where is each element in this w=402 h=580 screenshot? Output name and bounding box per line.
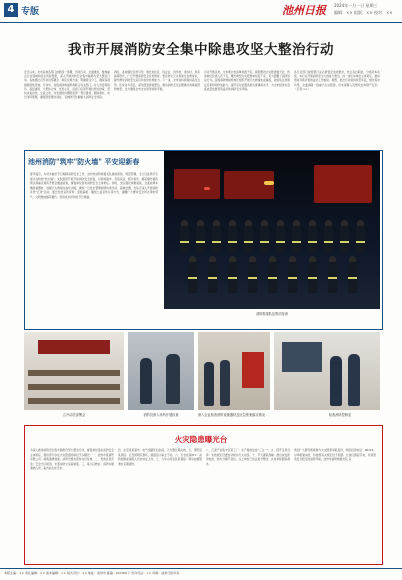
meeting-banner — [38, 340, 110, 354]
page-footer — [0, 568, 402, 580]
photo-control-room — [274, 332, 380, 410]
firefighter — [244, 225, 253, 253]
meeting-table — [28, 398, 120, 404]
truck-light — [264, 181, 274, 185]
notice-col-4: 欢迎广大群众积极参与火灾隐患举报投诉，举报投诉电话：96119。对举报属实的，将按照有关规定给予奖励。让我们携起手来，共同营造安全稳定的消防环境。池州市消防救援支队 宣 — [294, 448, 376, 462]
page-header — [0, 0, 402, 23]
inspector — [330, 356, 342, 406]
firefighter — [196, 225, 205, 253]
meeting-table — [28, 384, 120, 390]
fire-truck-center — [224, 171, 274, 199]
masthead-logo: 池州日报 — [282, 4, 326, 17]
firefighter — [188, 261, 197, 293]
main-photo-caption: 消防救援队伍集结待命 — [256, 312, 288, 316]
photo-meeting — [24, 332, 124, 410]
date-line: 2024年一月一日 星期三 — [334, 3, 378, 8]
firefighter — [292, 225, 301, 253]
article-col-4: 各行业部门按照管行业必须管安全的要求，结合各自职能，分别对本系统、本行业开展消防安全大排查大整治，进一步压实单位主体责任，推动形成齐抓共管的良好工作格局。据悉，此次行动将持续至年底，通过集中攻坚，全面消除一批重大火灾隐患，切实保障人民群众生命财产安全。（记者 ××） — [294, 70, 380, 91]
photo1-caption: 召开动员部署会 — [62, 413, 86, 417]
article-headline: 我市开展消防安全集中除患攻坚大整治行动 — [68, 42, 334, 58]
firefighter — [328, 261, 337, 293]
firefighter — [268, 261, 277, 293]
notice-title: 火灾隐患曝光台 — [174, 435, 228, 444]
firefighter — [248, 261, 257, 293]
inspector — [348, 354, 360, 406]
article-col-2: 同时，各地强化宣传引导，通过进社区、进企业、进学校、进农村、进家庭等形式，广泛开展消防安全宣传教育，普及防火灭火和逃生自救常识，提升群众消防安全意识和自防自救能力。下一步，全市将持续保持高压态势，压实各方责任，深化隐患排查整治，推动消防安全治理模式向事前预防转型，全力确保全市火灾形势持续平稳。 — [114, 70, 200, 91]
truck-light — [204, 187, 210, 190]
footer-text: 本版主编：×× 责任编辑：×× 美术编辑：×× 版式设计：×× 地址：池州市 邮编：247000 广告许可证：×× 印刷：池州日报印务 — [4, 571, 180, 575]
fire-truck-right — [314, 165, 372, 203]
photo4-caption: 检查消防控制室 — [328, 413, 352, 417]
photo3-caption: 深入企业检查消防设施器材及应急预案落实情况 — [198, 413, 265, 417]
firefighter — [260, 225, 269, 253]
page-number: 4 — [4, 3, 18, 17]
section-label: 专版 — [21, 7, 40, 17]
notice-col-1: 为深入推进消防安全集中除患攻坚大整治行动，督促单位落实消防安全主体责任，现将部分存在火灾隐患的单位予以曝光：一、池州市某商贸有限公司：疏散通道堵塞，消防设施未保持完好有效。二、贵池区某宾馆：安全出口锁闭，未落实防火巡查制度。三、某小区物业：消防车通道被占用，室内消火栓无水。 — [30, 448, 114, 471]
photo-facilities — [198, 332, 270, 410]
firefighter — [308, 261, 317, 293]
inspector — [204, 362, 214, 406]
feature-title: 池州消防"筑牢"防火墙" 平安迎新春 — [28, 157, 140, 166]
notice-col-3: 八、江南产业集中区某工厂：生产储存住宿"三合一"。九、经开区某仓库：未按规定设置自动喷水灭火系统。十、平天湖某商铺：擅自改变使用性质，防火分隔不到位。以上单位已依法责令整改，并将持续跟踪督办。 — [206, 448, 290, 466]
article-col-1: 近日以来，全市各地各部门按照统一部署，迅速行动、全面推进，聚焦重点行业领域和突出风险隐患，深入开展消防安全集中除患攻坚大整治行动。各地通过召开动员部署会、制定实施方案、明确责任分工，确保各项措施落地见效。行动中，各级消防救援机构联合有关部门，对人员密集场所、高层建筑、大型综合体、老旧小区、沿街门店等开展拉网式排查，坚持边查边改、立查立改，对发现的问题隐患逐一登记建档、跟踪督办，实行闭环管理，确保隐患整改到位，有效防范化解重大消防安全风险。 — [24, 70, 110, 100]
firefighter — [180, 225, 189, 253]
feature-body: 春节临近，为切实做好节日期间消防安全工作，池州市消防救援支队提前谋划、周密部署，全力以赴筑牢冬春火灾防控"防火墙"。支队组织开展节前消防安全检查，对商场超市、宾馆饭店、娱乐场所、烟花爆竹销售网点等重点场所开展全覆盖检查，督促单位落实消防安全主体责任。同时，支队强化执勤备战，全面检修车辆装备器材，加强灭火救援实战化训练，确保一旦发生警情能够快速出动、高效处置。支队还深入开展消防宣传"五进"活动，通过发放宣传资料、张贴海报、播放公益宣传片等方式，提醒广大群众安全用火用电用气、文明燃放烟花爆竹，营造欢乐祥和的节日氛围。 — [30, 172, 158, 199]
firefighter — [308, 225, 317, 253]
inspector — [166, 354, 180, 404]
firefighter — [212, 225, 221, 253]
firefighter — [228, 225, 237, 253]
firefighter — [228, 261, 237, 293]
notice-col-2: 四、东至县某超市：电气线路私拉乱接，灭火器过期失效。五、青阳县某酒店：应急照明灯损坏，疏散指示标志不亮。六、石台县某KTV：消防控制室值班人员未持证上岗。七、九华山风景区某餐馆：厨房油烟管道未定期清洗。 — [118, 448, 202, 466]
editor-line: 编辑：×× 组版：×× 校对：×× — [334, 10, 393, 15]
firefighter — [324, 225, 333, 253]
firefighter — [356, 225, 365, 253]
firefighter — [208, 261, 217, 293]
fire-hydrant-cabinet — [242, 352, 264, 388]
firefighter — [276, 225, 285, 253]
fire-truck-left — [174, 169, 220, 199]
photo2-caption: 消防员深入场所开展检查 — [143, 413, 179, 417]
inspector — [220, 360, 230, 406]
firefighter — [288, 261, 297, 293]
article-col-3: 行动开展以来，全市累计检查单位数千家，督促整改火灾隐患数千处，约谈单位负责人若干名，曝光典型火灾隐患单位若干家，有力震慑了消防违法行为。各级消防救援机构还组织开展灭火救援实战演练，检验队伍快速反应和协同作战能力，提升应对处置各类灾害事故水平，为全市经济社会高质量发展营造良好的消防安全环境。 — [204, 70, 290, 91]
photo-inspection — [128, 332, 194, 410]
main-photo — [164, 151, 380, 309]
meeting-table — [28, 370, 120, 376]
inspector — [140, 358, 152, 404]
control-panel — [282, 342, 322, 372]
firefighter — [340, 225, 349, 253]
firefighter — [348, 261, 357, 293]
